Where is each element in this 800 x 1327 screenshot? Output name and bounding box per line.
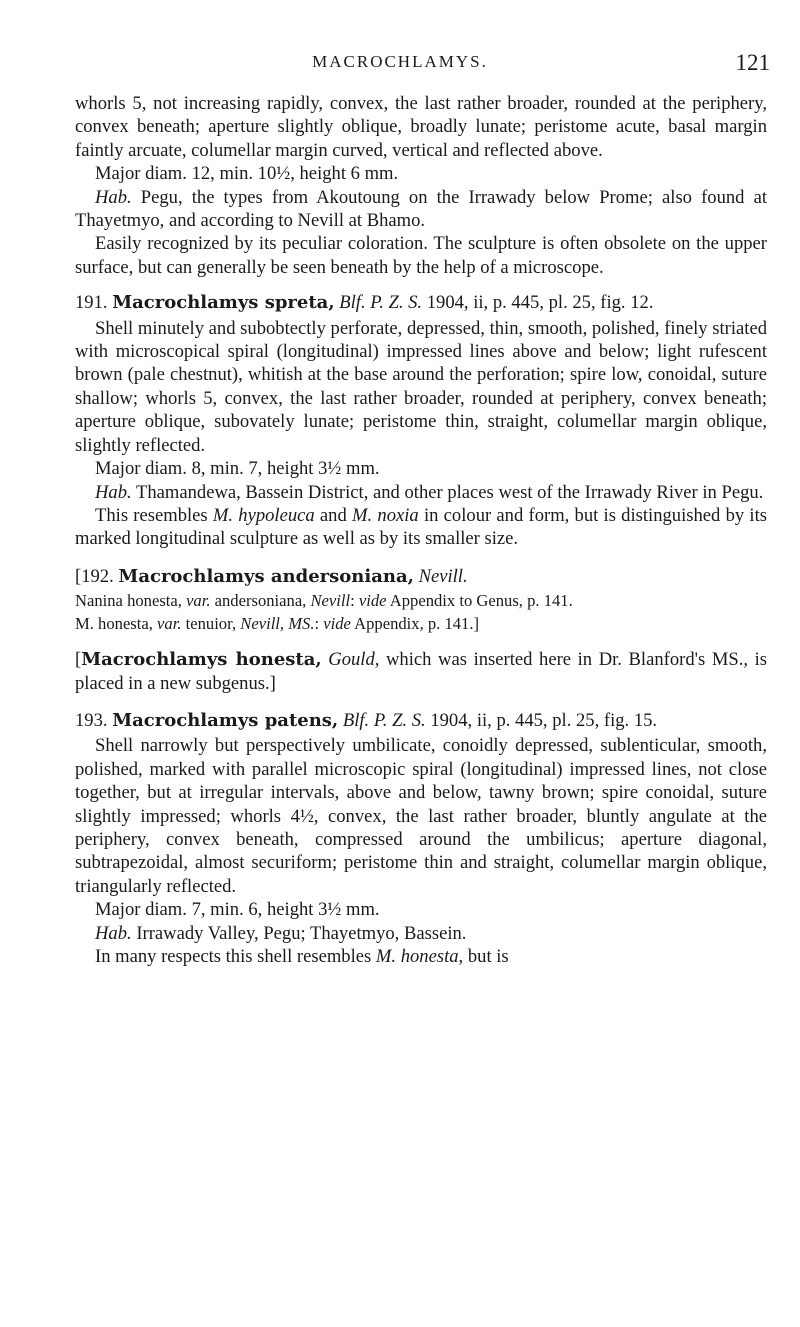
species-reference: 1904, ii, p. 445, pl. 25, fig. 15. bbox=[425, 709, 658, 731]
para-remark: In many respects this shell resembles M. honesta, but is bbox=[95, 946, 509, 967]
species-authority: Blf. P. Z. S. bbox=[342, 709, 426, 731]
para-habitat: Hab. Thamandewa, Bassein District, and other places west of the Irrawady River in Pegu. bbox=[95, 481, 764, 503]
entry-number: [192. bbox=[75, 565, 114, 587]
hab-label: Hab. bbox=[95, 186, 132, 208]
entry-number: 193. bbox=[75, 709, 108, 731]
running-title: MACROCHLAMYS. bbox=[312, 52, 488, 71]
species-name: Macrochlamys andersoniana, bbox=[118, 565, 414, 587]
species-authority: Blf. P. Z. S. bbox=[339, 292, 423, 314]
species-authority: Gould, bbox=[328, 649, 380, 671]
para-description: Shell narrowly but perspectively umbilicate, conoidly depressed, sublenticular, smooth, polished, marked with parallel microscopic spiral (longitudinal) impressed lines, not close together, but at irregular intervals, above and below, tawny brown; spire conoidal, suture slightly impressed; whorls 4½, convex, the last rather broader, bluntly angulate at the periphery, convex beneath, compressed around the umbilicus; aperture diagonal, subtrapezoidal, almost securiform; peristome thin and straight, columellar margin oblique, triangularly reflected. bbox=[75, 735, 767, 897]
para-dimensions: Major diam. 8, min. 7, height 3½ mm. bbox=[95, 458, 380, 480]
para-habitat: Hab. Pegu, the types from Akoutoung on the Irrawady below Prome; also found at Thayetmyo, and according to Nevill at Bhamo. bbox=[75, 186, 767, 232]
editorial-note: [Macrochlamys honesta, Gould, which was inserted here in Dr. Blanford's MS., is placed in a new subgenus.] bbox=[75, 649, 767, 694]
para-dimensions: Major diam. 7, min. 6, height 3½ mm. bbox=[95, 899, 380, 921]
entry-number: 191. bbox=[75, 292, 108, 314]
species-authority: Nevill. bbox=[418, 565, 468, 587]
synonym-line: M. honesta, var. tenuior, Nevill, MS.: vide Appendix, p. 141.] bbox=[75, 614, 480, 634]
para-habitat: Hab. Irrawady Valley, Pegu; Thayetmyo, Bassein. bbox=[95, 922, 467, 944]
para-dimensions: Major diam. 12, min. 10½, height 6 mm. bbox=[95, 163, 399, 185]
hab-label: Hab. bbox=[95, 481, 132, 503]
para-remark: Easily recognized by its peculiar coloration. The sculpture is often obsolete on the upper surface, but can generally be seen beneath by the help of a microscope. bbox=[75, 233, 767, 278]
page-number: 121 bbox=[735, 50, 770, 75]
species-name: Macrochlamys spreta, bbox=[112, 292, 335, 314]
species-name: Macrochlamys patens, bbox=[112, 709, 339, 731]
body-text bbox=[75, 92, 767, 968]
para-whorls: whorls 5, not increasing rapidly, convex, the last rather broader, rounded at the periphery, convex beneath; aperture slightly oblique, broadly lunate; peristome acute, basal margin faintly arcuate, columellar margin curved, vertical and reflected above. bbox=[75, 93, 767, 161]
species-entry-191 bbox=[75, 291, 767, 314]
species-reference: 1904, ii, p. 445, pl. 25, fig. 12. bbox=[422, 292, 654, 314]
synonym-line: Nanina honesta, var. andersoniana, Nevill: vide Appendix to Genus, p. 141. bbox=[75, 591, 573, 611]
species-name: Macrochlamys honesta, bbox=[81, 649, 322, 671]
running-header bbox=[0, 50, 770, 76]
para-description: Shell minutely and subobtectly perforate, depressed, thin, smooth, polished, finely striated with microscopical spiral (longitudinal) impressed lines above and below; light rufescent brown (pale chestnut), whitish at the base around the perforation; spire low, conoidal, suture shallow; whorls 5, convex, the last rather broader, rounded at periphery, convex beneath; aperture oblique, subovately lunate; peristome thin, straight, columellar margin oblique, slightly reflected. bbox=[75, 317, 767, 456]
hab-label: Hab. bbox=[95, 922, 132, 944]
species-entry-193 bbox=[75, 709, 767, 732]
para-remark: This resembles M. hypoleuca and M. noxia in colour and form, but is distinguished by its marked longitudinal sculpture as well as by its smaller size. bbox=[75, 504, 768, 550]
species-entry-192 bbox=[75, 565, 767, 588]
